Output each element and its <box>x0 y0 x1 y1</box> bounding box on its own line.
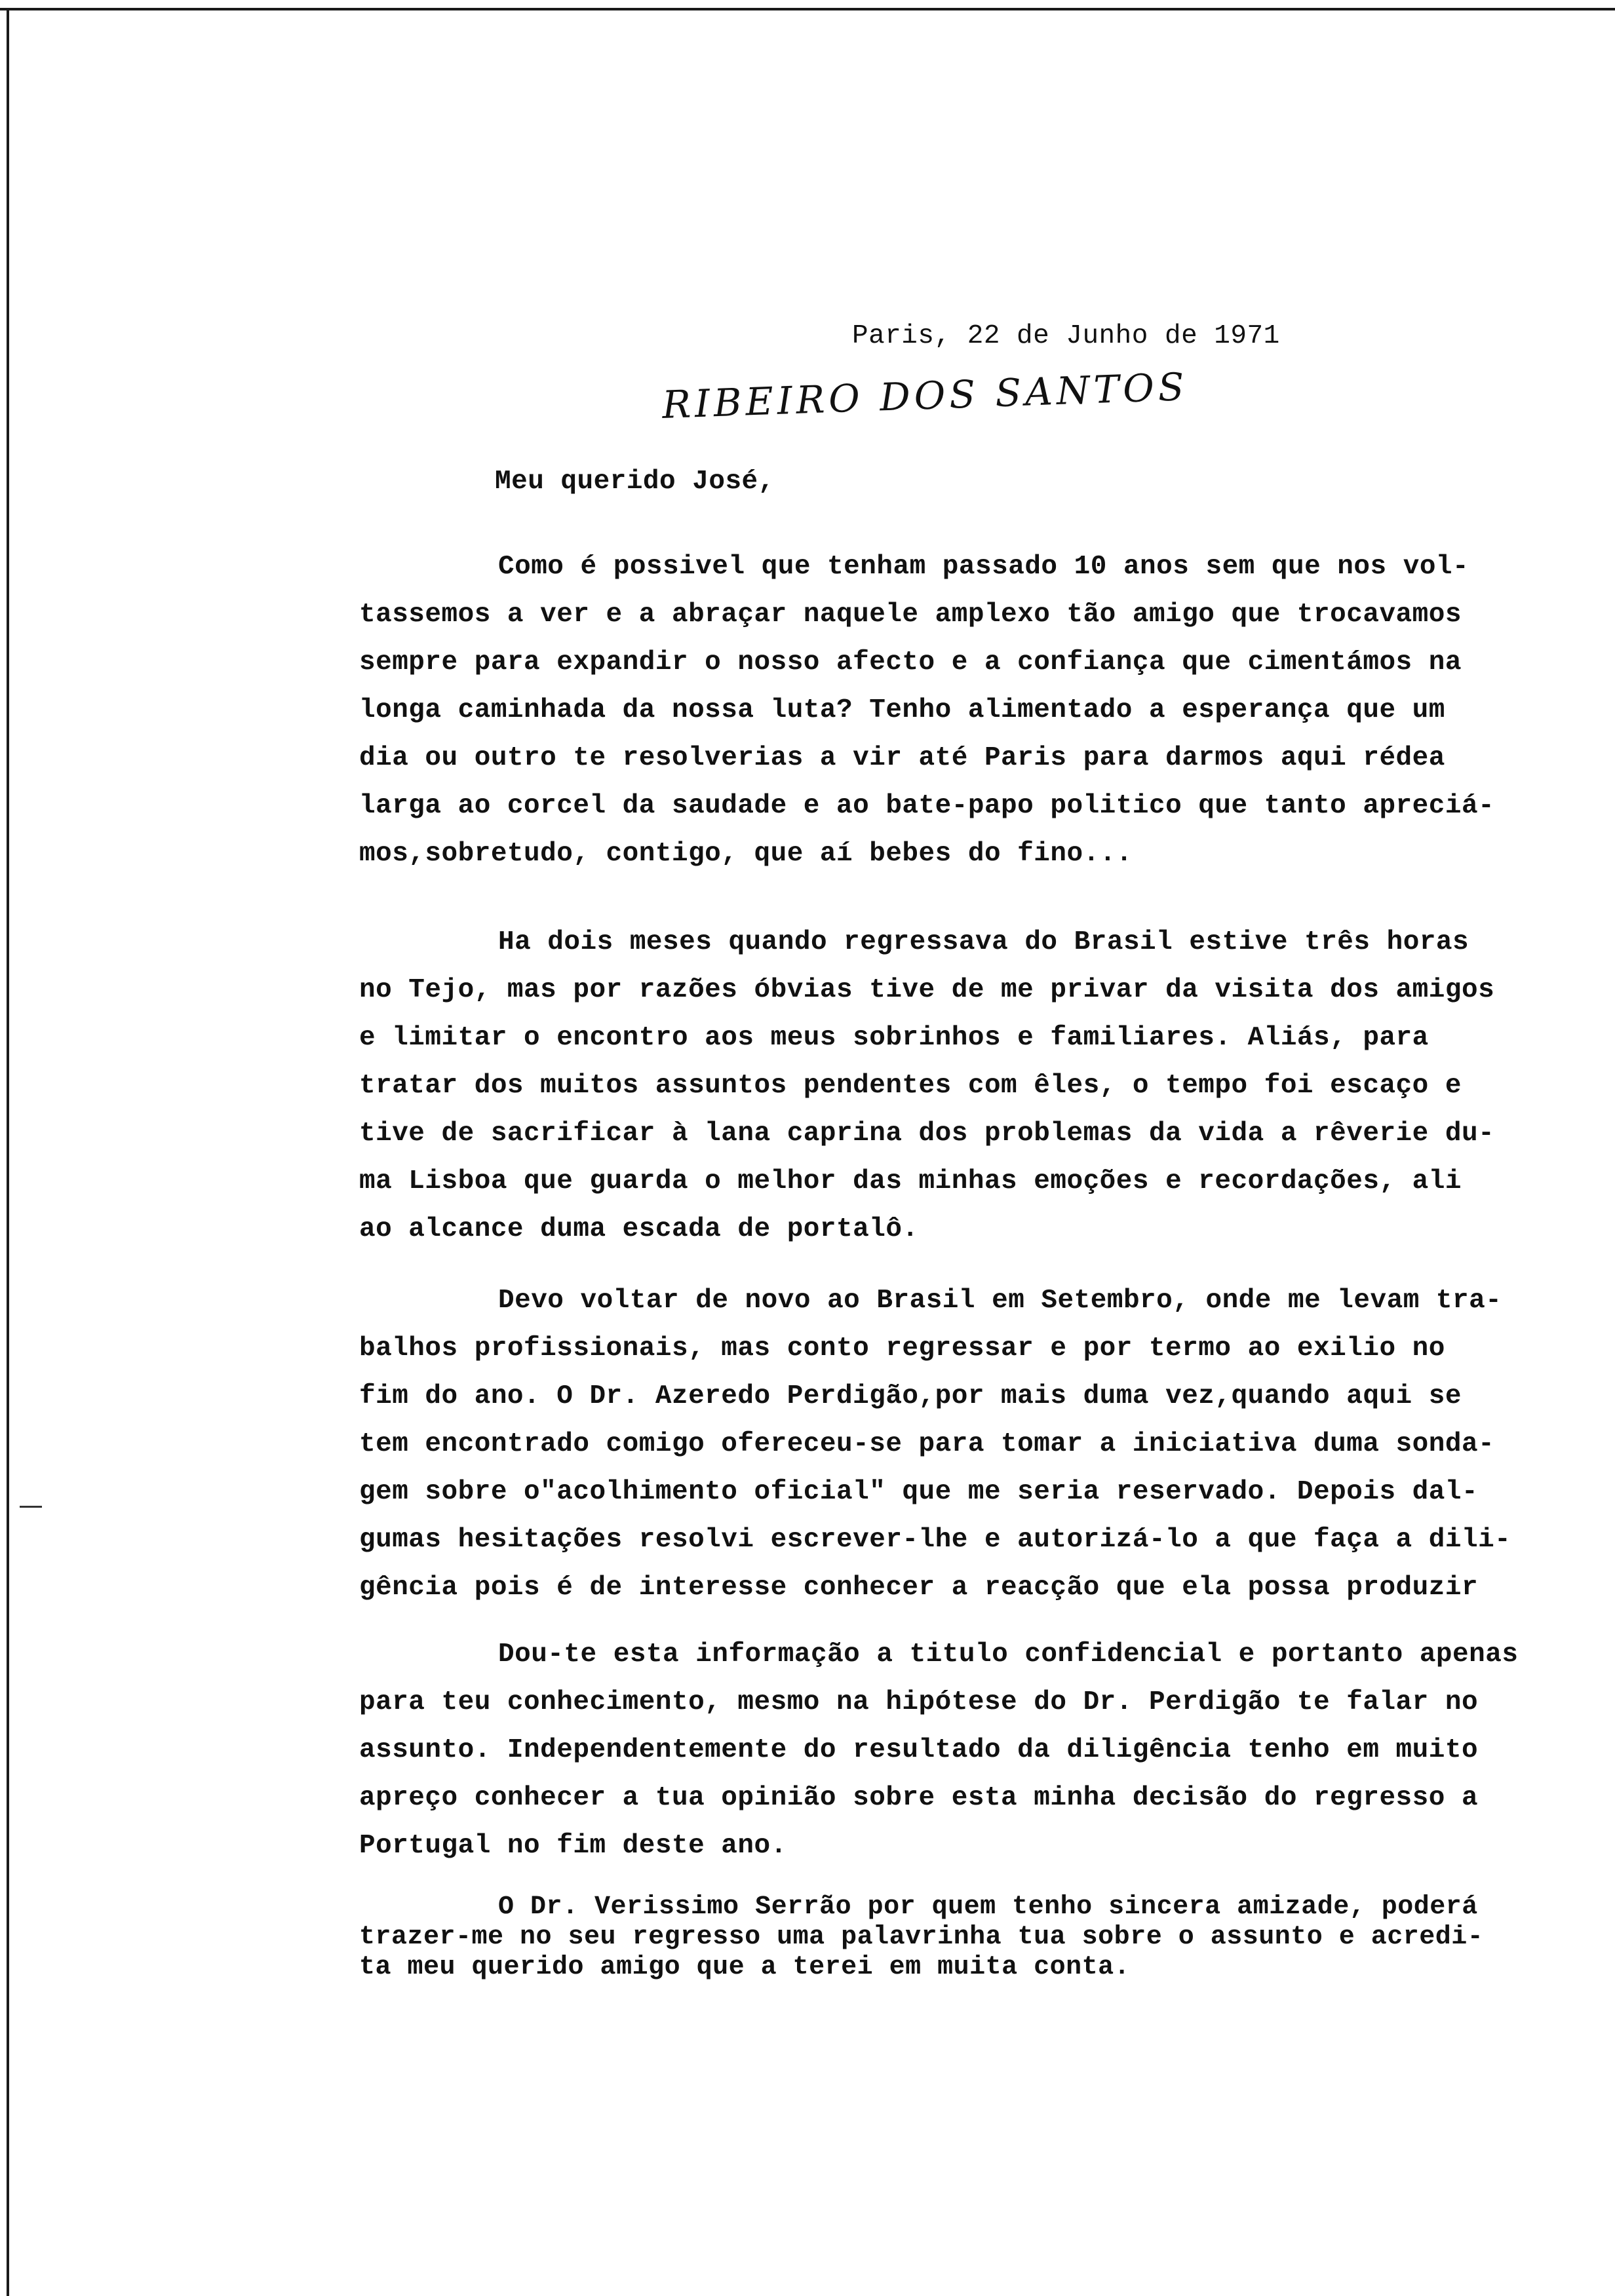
paragraph-3-line: fim do ano. O Dr. Azeredo Perdigão,por mais duma vez,quando aqui se <box>359 1381 1462 1411</box>
paragraph-4-line: apreço conhecer a tua opinião sobre esta minha decisão do regresso a <box>359 1783 1479 1813</box>
scan-border-top <box>0 8 1615 10</box>
paragraph-1-line: Como é possivel que tenham passado 10 anos sem que nos vol- <box>498 552 1469 582</box>
paragraph-5-line: O Dr. Verissimo Serrão por quem tenho sincera amizade, poderá <box>498 1892 1478 1922</box>
paragraph-1-line: larga ao corcel da saudade e ao bate-papo politico que tanto apreciá- <box>359 791 1495 821</box>
scan-border-left <box>7 8 9 2296</box>
paragraph-2-line: Ha dois meses quando regressava do Brasil estive três horas <box>498 927 1469 957</box>
paragraph-2-line: tratar dos muitos assuntos pendentes com êles, o tempo foi escaço e <box>359 1071 1462 1101</box>
salutation: Meu querido José, <box>495 467 775 497</box>
margin-mark <box>20 1506 42 1508</box>
paragraph-4-line: assunto. Independentemente do resultado da diligência tenho em muito <box>359 1735 1479 1765</box>
paragraph-3-line: gumas hesitações resolvi escrever-lhe e autorizá-lo a que faça a dili- <box>359 1525 1511 1555</box>
paragraph-3-line: tem encontrado comigo ofereceu-se para tomar a iniciativa duma sonda- <box>359 1429 1495 1459</box>
paragraph-2-line: tive de sacrificar à lana caprina dos problemas da vida a rêverie du- <box>359 1119 1495 1149</box>
paragraph-4-line: Portugal no fim deste ano. <box>359 1831 787 1861</box>
paragraph-1-line: mos,sobretudo, contigo, que aí bebes do fino... <box>359 839 1133 869</box>
handwritten-annotation: RIBEIRO DOS SANTOS <box>661 364 1189 427</box>
paragraph-2-line: e limitar o encontro aos meus sobrinhos e familiares. Aliás, para <box>359 1023 1429 1053</box>
paragraph-1-line: sempre para expandir o nosso afecto e a confiança que cimentámos na <box>359 647 1462 678</box>
letter-date: Paris, 22 de Junho de 1971 <box>852 321 1280 351</box>
paragraph-5-line: ta meu querido amigo que a terei em muita conta. <box>359 1953 1131 1982</box>
paragraph-4-line: para teu conhecimento, mesmo na hipótese do Dr. Perdigão te falar no <box>359 1687 1479 1717</box>
paragraph-3-line: balhos profissionais, mas conto regressar e por termo ao exilio no <box>359 1333 1445 1364</box>
paragraph-2-line: no Tejo, mas por razões óbvias tive de me privar da visita dos amigos <box>359 975 1495 1005</box>
paragraph-3-line: Devo voltar de novo ao Brasil em Setembro, onde me levam tra- <box>498 1286 1502 1316</box>
paragraph-5-line: trazer-me no seu regresso uma palavrinha tua sobre o assunto e acredi- <box>359 1923 1484 1952</box>
paragraph-1-line: tassemos a ver e a abraçar naquele amplexo tão amigo que trocavamos <box>359 600 1462 630</box>
paragraph-1-line: dia ou outro te resolverias a vir até Paris para darmos aqui rédea <box>359 743 1445 773</box>
paragraph-1-line: longa caminhada da nossa luta? Tenho alimentado a esperança que um <box>359 695 1445 725</box>
paragraph-2-line: ao alcance duma escada de portalô. <box>359 1214 919 1244</box>
paragraph-3-line: gem sobre o"acolhimento oficial" que me seria reservado. Depois dal- <box>359 1477 1479 1507</box>
paragraph-2-line: ma Lisboa que guarda o melhor das minhas emoções e recordações, ali <box>359 1166 1462 1196</box>
paragraph-3-line: gência pois é de interesse conhecer a reacção que ela possa produzir <box>359 1573 1479 1603</box>
paragraph-4-line: Dou-te esta informação a titulo confidencial e portanto apenas <box>498 1639 1519 1670</box>
